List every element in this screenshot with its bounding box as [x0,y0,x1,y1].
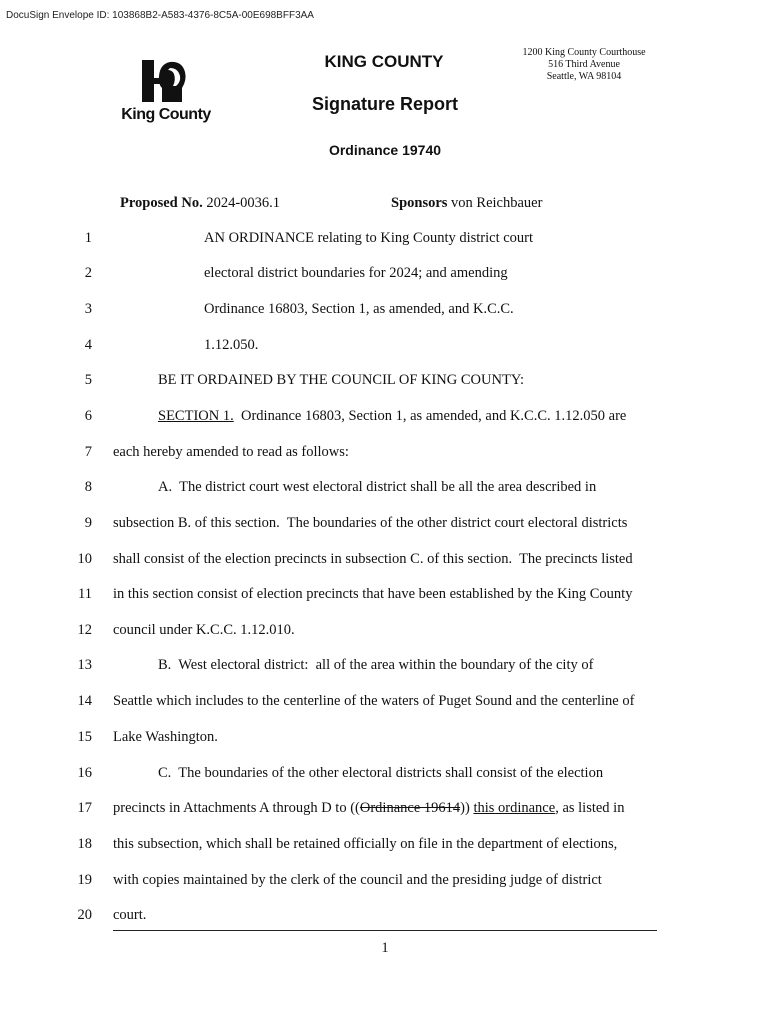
line-text: each hereby amended to read as follows: [113,444,349,460]
address-line: 1200 King County Courthouse [522,47,646,58]
line-text: BE IT ORDAINED BY THE COUNCIL OF KING COUNTY: [158,372,524,388]
inserted-text: this ordinance [473,800,556,816]
line-number: 20 [77,907,92,923]
struck-text: Ordinance 19614 [359,800,461,816]
line-text: A. The district court west electoral district shall be all the area described in [158,479,597,495]
line-number: 16 [77,765,92,781]
line-text: B. West electoral district: all of the area within the boundary of the city of [158,657,594,673]
logo-text: King County [121,106,211,123]
line-number: 11 [78,586,92,602]
proposed-value: 2024-0036.1 [206,195,281,211]
line-text-rest: Ordinance 16803, Section 1, as amended, and K.C.C. 1.12.050 are [233,408,627,424]
line-text [113,800,624,817]
line-number: 5 [84,372,92,388]
line-text: AN ORDINANCE relating to King County district court [204,230,534,246]
line-number: 4 [84,337,92,353]
line-text: Seattle which includes to the centerline of the waters of Puget Sound and the centerline of [113,693,635,709]
section-heading: SECTION 1. [158,408,234,424]
line-text: with copies maintained by the clerk of the council and the presiding judge of district [113,872,602,888]
courthouse-address [510,47,658,83]
line-number: 13 [77,657,92,673]
line-number: 14 [77,693,92,709]
line-text: council under K.C.C. 1.12.010. [113,622,295,638]
envelope-id: DocuSign Envelope ID: 103868B2-A583-4376-8C5A-00E698BFF3AA [6,10,314,21]
line-text: C. The boundaries of the other electoral districts shall consist of the election [158,765,604,781]
line-number: 6 [84,408,92,424]
line-text: Ordinance 16803, Section 1, as amended, and K.C.C. [204,301,514,317]
line-number: 8 [84,479,92,495]
county-title: KING COUNTY [324,52,444,71]
sponsors-value: von Reichbauer [451,195,543,211]
page-number: 1 [381,940,389,956]
line-text: subsection B. of this section. The boundaries of the other district court electoral districts [113,515,628,531]
line-number: 10 [77,551,92,567]
sponsors [391,195,542,212]
line-number: 2 [84,265,92,281]
sponsors-label: Sponsors [391,195,448,211]
line-number: 7 [84,444,92,460]
address-line: 516 Third Avenue [548,59,620,70]
line-number: 18 [77,836,92,852]
line-number: 1 [84,230,92,246]
line-text: court. [113,907,147,923]
proposed-label: Proposed No. [120,195,203,211]
proposed-number [120,195,280,212]
line-text: in this section consist of election precincts that have been established by the King County [113,586,633,602]
line-number: 3 [84,301,92,317]
line-number: 12 [77,622,92,638]
report-title: Signature Report [311,94,458,114]
line-text: shall consist of the election precincts in subsection C. of this section. The precincts listed [113,551,633,567]
address-line: Seattle, WA 98104 [546,71,622,82]
line-text-part: , as listed in [555,800,625,816]
line-text: electoral district boundaries for 2024; and amending [204,265,508,281]
line-text [158,408,626,425]
line-number: 15 [77,729,92,745]
line-number: 19 [77,872,92,888]
line-text: this subsection, which shall be retained officially on file in the department of elections, [113,836,618,852]
line-text-part: )) [460,800,474,816]
line-text-part: precincts in Attachments A through D to (( [113,800,360,816]
king-county-logo-icon [140,58,190,104]
footer-divider [113,930,657,931]
line-number: 9 [84,515,92,531]
line-text: 1.12.050. [204,337,259,353]
king-county-logo [118,56,214,128]
line-text: Lake Washington. [113,729,218,745]
ordinance-number: Ordinance 19740 [328,142,442,158]
line-number: 17 [77,800,92,816]
